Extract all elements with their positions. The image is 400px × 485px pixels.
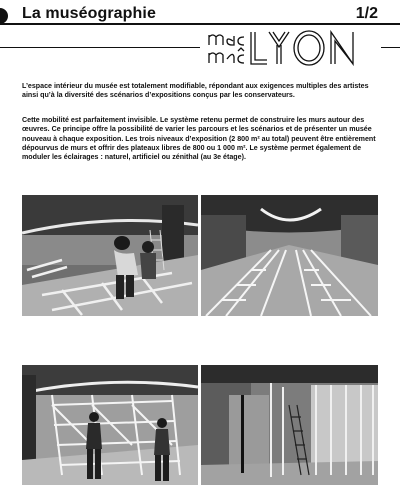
photo-wall-panels-erected xyxy=(201,365,378,485)
page-title: La muséographie xyxy=(22,5,156,22)
page-number: 1/2 xyxy=(355,5,378,22)
logo-rule-left xyxy=(0,47,200,48)
logo-rule-right xyxy=(381,47,400,48)
header-bullet xyxy=(0,8,8,24)
photo-workers-assembling xyxy=(22,195,198,316)
intro-paragraph: L’espace intérieur du musée est totalement modifiable, répondant aux exigences multiples des artistes ainsi qu’à la diversité des scénarios d’expositions conçus par les conservateurs. xyxy=(22,82,369,100)
header-rule xyxy=(0,23,400,25)
mac-lyon-logo xyxy=(207,27,379,69)
photo-workers-raising-walls xyxy=(22,365,198,485)
photo-frames-in-rows xyxy=(201,195,378,316)
body-paragraph: Cette mobilité est parfaitement invisible. Le système retenu permet de construire les murs autour des œuvres. Ce principe offre la possibilité de varier les parcours et les scénarios et de présenter un musée nouveau à chaque exposition. Les trois niveaux d’exposition (2 800 m² au total) peuvent être entièrement dépourvus de murs et offrir des plateaux libres de 800 ou 1 000 m². Le système permet également de moduler les éclairages : naturel, artificiel ou zénithal (au 3e étage). xyxy=(22,116,376,162)
